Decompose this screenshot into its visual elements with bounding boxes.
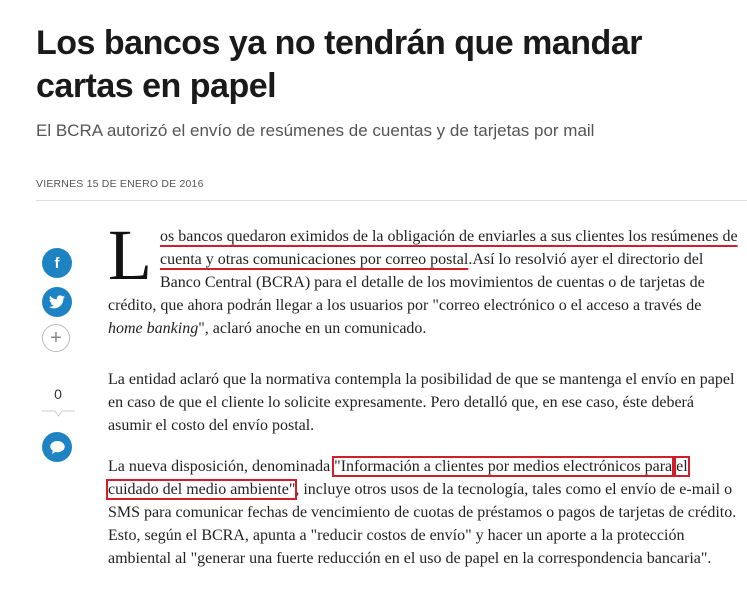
- paragraph-text: , incluye otros usos de la tecnología, tales como el envío de e-mail o SMS para comunicar fechas de vencimiento de cuotas de préstamos o pagos de tarjetas de crédito. Esto, según el BCRA, apunta a "reducir costos de envío" y hacer un aporte a la protección ambiental al "generar una fuerte reducción en el uso de papel en la correspondencia bancaria".: [108, 481, 737, 567]
- paragraph-text: ", aclaró anoche en un comunicado.: [198, 320, 427, 337]
- drop-cap: L: [108, 215, 152, 295]
- comment-count: 0: [54, 386, 62, 402]
- article-paragraph-1: [108, 215, 738, 340]
- comment-bubble-icon: [50, 441, 65, 454]
- twitter-share-button[interactable]: [42, 287, 72, 317]
- facebook-icon: f: [54, 254, 60, 272]
- article-title: Los bancos ya no tendrán que mandar cartas en papel: [36, 24, 642, 105]
- article-date: VIERNES 15 DE ENERO DE 2016: [36, 178, 204, 190]
- paragraph-text: .Así lo resolvió ayer el directorio del Banco Central (BCRA) para el detalle de los movimientos de cuentas o de tarjetas de crédito, que ahora podrán llegar a los usuarios por "correo electrónico o el acceso a través de: [108, 251, 705, 314]
- count-divider-arrow: [42, 410, 75, 420]
- facebook-share-button[interactable]: [42, 248, 72, 278]
- highlighted-box-text: "Información a clientes por medios electrónicos para: [334, 458, 673, 475]
- highlighted-box-text: el cuidado del medio ambiente": [108, 458, 688, 498]
- article-paragraph-3: [108, 455, 738, 570]
- more-share-button[interactable]: [42, 324, 70, 352]
- header-divider: [36, 200, 747, 201]
- article-subtitle: El BCRA autorizó el envío de resúmenes de cuentas y de tarjetas por mail: [36, 121, 595, 140]
- plus-icon: +: [50, 326, 62, 349]
- paragraph-text: La nueva disposición, denominada: [108, 458, 335, 475]
- comments-button[interactable]: [42, 432, 72, 462]
- twitter-icon: [49, 295, 65, 309]
- article-paragraph-2: La entidad aclaró que la normativa contempla la posibilidad de que se mantenga el envío en papel en caso de que el cliente lo solicite expresamente. Pero detalló que, en ese caso, éste deberá asumir el costo del envío postal.: [108, 371, 735, 434]
- italic-text: home banking: [108, 320, 199, 337]
- highlighted-underline-text: os bancos quedaron eximidos de la obligación de enviarles a sus clientes los resúmenes de cuenta y otras comunicaciones por correo postal: [159, 228, 738, 268]
